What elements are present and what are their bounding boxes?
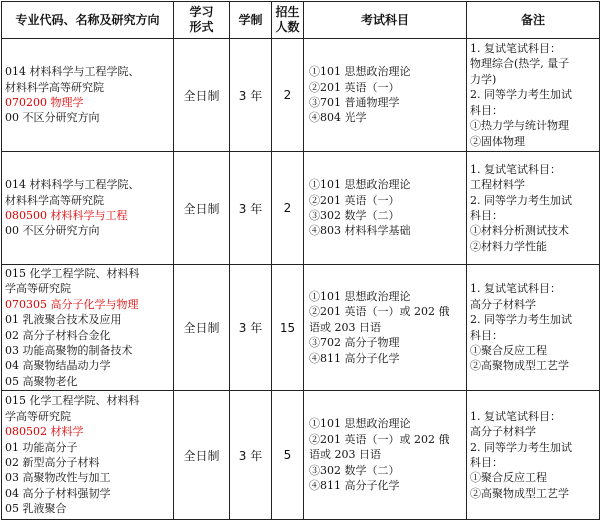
exam-item: ④811 高分子化学: [309, 479, 400, 493]
note-line: 1. 复试笔试科目：: [470, 409, 561, 423]
exam-item: 语或 203 日语: [309, 320, 381, 334]
direction-item: 03 功能高聚物的制备技术: [5, 343, 133, 357]
direction-item: 05 乳液聚合: [5, 502, 67, 516]
note-line: 1. 复试笔试科目：: [470, 282, 561, 296]
note-line: 科目：: [470, 456, 503, 469]
note-line: 科目：: [470, 328, 503, 342]
note-line: ①聚合反应工程: [470, 343, 547, 357]
direction-item: 01 乳液聚合技术及应用: [5, 313, 122, 327]
quota-cell: 15: [272, 265, 304, 391]
note-line: 物理综合(热学, 量子: [470, 57, 570, 71]
duration-cell: 3 年: [230, 391, 272, 520]
note-line: ②高聚物成型工艺学: [470, 486, 569, 500]
header-mode: [174, 2, 230, 39]
note-line: 2. 同等学力考生加试: [470, 88, 572, 102]
direction-item: 04 高聚物结晶动力学: [5, 359, 111, 373]
quota-cell: 5: [272, 391, 304, 520]
direction-item: 01 功能高分子: [5, 440, 78, 454]
exam-item: ①101 思想政治理论: [309, 417, 411, 431]
exam-cell: [304, 391, 467, 520]
dept-line: 014 材料科学与工程学院、: [5, 178, 140, 192]
duration-cell: 3 年: [230, 265, 272, 391]
enrollment-table: [1, 1, 600, 520]
exam-item: ④803 材料科学基础: [309, 224, 411, 238]
exam-item: ③701 普通物理学: [309, 96, 400, 109]
direction-item: 00 不区分研究方向: [5, 111, 100, 125]
header-notes: 备注: [467, 2, 600, 39]
major-name: 070305 高分子化学与物理: [5, 297, 139, 311]
major-cell: [2, 391, 174, 520]
direction-item: 00 不区分研究方向: [5, 224, 100, 238]
dept-line: 学高等研究院: [5, 282, 71, 296]
header-exam: 考试科目: [304, 2, 467, 39]
major-name: 080500 材料科学与工程: [5, 209, 128, 222]
dept-line: 014 材料科学与工程学院、: [5, 65, 140, 79]
note-line: 力学): [470, 72, 497, 86]
major-cell: [2, 152, 174, 265]
note-line: ②固体物理: [470, 134, 525, 148]
header-quota: [272, 2, 304, 39]
dept-line: 015 化学工程学院、材料科: [5, 394, 140, 408]
note-line: 工程材料学: [470, 178, 525, 192]
note-line: 高分子材料学: [470, 425, 536, 439]
major-name: 080502 材料学: [5, 425, 84, 439]
header-quota-text: 招生人数: [275, 5, 300, 34]
major-cell: [2, 39, 174, 152]
note-line: ①热力学与统计物理: [470, 119, 569, 133]
exam-item: ③302 数学（二）: [309, 463, 400, 477]
major-cell: [2, 265, 174, 391]
header-duration: 学制: [230, 2, 272, 39]
note-line: 科目：: [470, 103, 503, 117]
exam-item: ③302 数学（二）: [309, 209, 400, 222]
mode-cell: 全日制: [174, 39, 230, 152]
header-mode-text: 学习形式: [189, 5, 214, 34]
exam-item: ③702 高分子物理: [309, 336, 400, 350]
note-line: 科目：: [470, 209, 503, 222]
duration-cell: 3 年: [230, 152, 272, 265]
note-line: 1. 复试笔试科目：: [470, 162, 561, 176]
exam-item: ②201 英语（一）或 202 俄: [309, 432, 450, 446]
exam-item: ②201 英语（一）: [309, 193, 400, 207]
dept-line: 材料科学高等研究院: [5, 80, 104, 94]
exam-item: ①101 思想政治理论: [309, 289, 411, 303]
mode-cell: 全日制: [174, 152, 230, 265]
direction-item: 04 高分子材料强韧学: [5, 486, 111, 500]
direction-item: 05 高聚物老化: [5, 374, 78, 388]
dept-line: 015 化学工程学院、材料科: [5, 266, 140, 280]
mode-cell: 全日制: [174, 265, 230, 391]
note-line: 1. 复试笔试科目：: [470, 42, 561, 56]
note-line: 高分子材料学: [470, 297, 536, 311]
dept-line: 学高等研究院: [5, 409, 71, 423]
notes-cell: [467, 391, 600, 520]
direction-item: 03 高聚物改性与加工: [5, 471, 111, 485]
note-line: ①材料分析测试技术: [470, 224, 569, 238]
notes-cell: [467, 265, 600, 391]
mode-cell: 全日制: [174, 391, 230, 520]
note-line: ①聚合反应工程: [470, 471, 547, 485]
exam-cell: [304, 152, 467, 265]
header-row: [2, 2, 600, 39]
header-major: 专业代码、名称及研究方向: [2, 2, 174, 39]
quota-cell: 2: [272, 39, 304, 152]
note-line: 2. 同等学力考生加试: [470, 313, 572, 327]
note-line: 2. 同等学力考生加试: [470, 193, 572, 207]
exam-item: ④811 高分子化学: [309, 351, 400, 365]
exam-item: ①101 思想政治理论: [309, 178, 411, 192]
exam-item: ②201 英语（一）或 202 俄: [309, 305, 450, 319]
exam-cell: [304, 265, 467, 391]
notes-cell: [467, 152, 600, 265]
notes-cell: [467, 39, 600, 152]
exam-item: 语或 203 日语: [309, 448, 381, 462]
exam-item: ②201 英语（一）: [309, 80, 400, 94]
quota-cell: 2: [272, 152, 304, 265]
table-row: [2, 391, 600, 520]
exam-item: ④804 光学: [309, 111, 367, 125]
major-name: 070200 物理学: [5, 96, 84, 109]
exam-cell: [304, 39, 467, 152]
table-row: [2, 265, 600, 391]
table-row: [2, 152, 600, 265]
table-row: [2, 39, 600, 152]
direction-item: 02 高分子材料合金化: [5, 328, 111, 342]
exam-item: ①101 思想政治理论: [309, 65, 411, 79]
dept-line: 材料科学高等研究院: [5, 193, 104, 207]
note-line: ②高聚物成型工艺学: [470, 359, 569, 373]
note-line: 2. 同等学力考生加试: [470, 440, 572, 454]
duration-cell: 3 年: [230, 39, 272, 152]
note-line: ②材料力学性能: [470, 239, 547, 253]
direction-item: 02 新型高分子材料: [5, 456, 100, 469]
